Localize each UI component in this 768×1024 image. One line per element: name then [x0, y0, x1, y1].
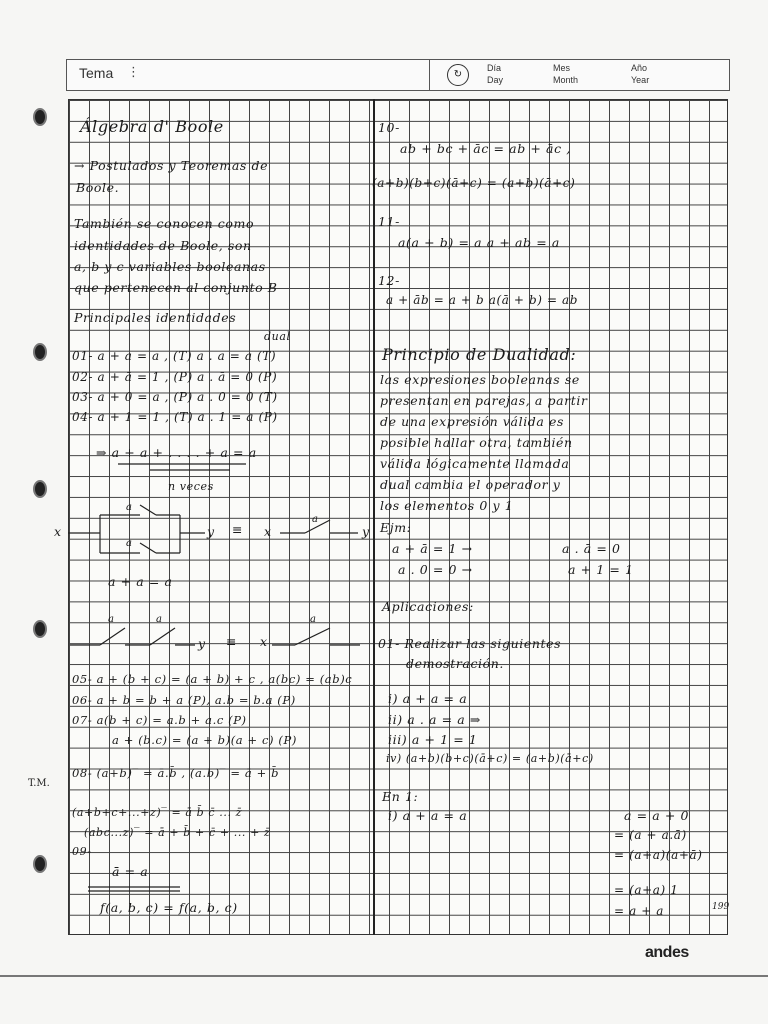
rule-12a: a + āb = a + b a(ā + b) = ab	[386, 293, 579, 307]
aplicacion-01b: demostración.	[406, 656, 504, 671]
idempotent-sum: ⇒ a + a + . . . . + a = a	[96, 445, 257, 460]
ejemplo-1b: a . ā = 0	[562, 541, 621, 556]
year-label-en: Year	[631, 75, 650, 85]
proof-step1: a = a + 0	[624, 808, 690, 823]
day-label-en: Day	[487, 75, 504, 85]
dualidad-line7: los elementos 0 y 1	[380, 498, 514, 513]
proof-step2: = (a + a.ā)	[614, 828, 687, 842]
circuit2-y: y	[198, 636, 206, 651]
circuit2-equiv: ≡	[226, 634, 238, 649]
circuit1-y2: y	[362, 524, 370, 539]
circuit2-a3: a	[310, 614, 317, 625]
margin-note: T.M.	[28, 778, 50, 789]
aplicacion-i: i) a + a = a	[388, 691, 468, 706]
dual-label: dual	[264, 330, 291, 343]
logo-icon: ↻	[447, 64, 469, 86]
rule-10a: ab + bc + āc = ab + āc ,	[400, 141, 571, 156]
circuit2-a2: a	[156, 614, 163, 625]
en1-label: En 1:	[382, 789, 419, 804]
en1-i: i) a + a = a	[388, 808, 468, 823]
circuit1-caption: a + a = a	[108, 574, 173, 589]
dualidad-line5: válida lógicamente llamada	[380, 456, 570, 471]
circuit1-x2: x	[264, 524, 272, 539]
aplicacion-ii: ii) a . a = a ⇒	[388, 712, 481, 727]
identity-09c: f(a, b, c) = f(a, b, c)	[100, 900, 238, 915]
identity-04: 04- a + 1 = 1 , (T) a . 1 = a (P)	[72, 410, 278, 424]
ejemplo-1a: a + ā = 1 →	[392, 541, 473, 556]
aplicacion-01: 01- Realizar las siguientes	[378, 636, 562, 651]
circuit1-x: x	[54, 524, 62, 539]
month-label-en: Month	[553, 75, 579, 85]
page-number: 199	[712, 902, 730, 912]
intro-line4: que pertenecen al conjunto B	[74, 280, 278, 295]
ejemplo-2b: a + 1 = 1	[568, 562, 634, 577]
principales-heading: Principales identidades	[74, 310, 237, 325]
intro-line1: También se conocen como	[74, 216, 255, 231]
rule-11a: a(a + b) = a a + ab = a	[398, 235, 560, 250]
identity-08b: (a+b+c+...+z)‾ = ā b̄ c̄ ... z̄	[72, 806, 243, 819]
month-label: Mes	[553, 63, 571, 73]
identity-08: 08- (a+b)‾ = ā.b̄ , (a.b)‾ = ā + b̄	[72, 766, 280, 780]
identity-01: 01- a + a = a , (T) a . a = a (T)	[72, 349, 277, 363]
identity-09b: ā̄ = a	[112, 864, 149, 879]
proof-step3: = (a+a)(a+ā)	[614, 848, 703, 862]
subtitle-line2: Boole.	[76, 180, 120, 195]
aplicacion-iii: iii) a + 1 = 1	[388, 732, 478, 747]
subtitle-line1: → Postulados y Teoremas de	[74, 158, 269, 173]
circuit2-x: x	[260, 634, 268, 649]
tema-label: Tema	[79, 65, 114, 81]
ejemplo-2a: a . 0 = 0 →	[398, 562, 473, 577]
circuit1-a-top: a	[126, 502, 133, 513]
identity-05: 05- a + (b + c) = (a + b) + c , a(bc) = (ab)c	[72, 672, 353, 686]
identity-07: 07- a(b + c) = a.b + a.c (P)	[72, 713, 247, 727]
rule-11: 11-	[378, 214, 400, 229]
dualidad-line1: las expresiones booleanas se	[380, 372, 580, 387]
circuit1-a-bottom: a	[126, 538, 133, 549]
dualidad-line4: posible hallar otra, también	[380, 435, 573, 450]
identity-02: 02- a + ā = 1 , (P) a . ā = 0 (P)	[72, 370, 278, 384]
identity-06: 06- a + b = b + a (P), a.b = b.a (P)	[72, 693, 296, 707]
identity-08c: (abc...z)‾ = ā + b̄ + c̄ + ... + z̄	[84, 826, 271, 839]
dualidad-line2: presentan en parejas, a partir	[380, 393, 588, 408]
dualidad-line6: dual cambia el operador y	[380, 477, 561, 492]
circuit1-y: y	[207, 524, 215, 539]
rule-10b: (a+b)(b+c)(ā+c) = (a+b)(ā+c)	[372, 176, 576, 190]
circuit2-a1: a	[108, 614, 115, 625]
page-bottom-edge	[0, 975, 768, 977]
rule-12: 12-	[378, 273, 400, 288]
brand-logo: andes	[645, 944, 689, 961]
identity-09: 09-	[72, 845, 92, 858]
dualidad-line3: de una expresión válida es	[380, 414, 565, 429]
dualidad-heading: Principio de Dualidad:	[382, 345, 577, 364]
aplicacion-iv: iv) (a+b)(b+c)(ā+c) = (a+b)(ā+c)	[386, 752, 594, 765]
day-label: Día	[487, 63, 502, 73]
circuit1-equiv: ≡	[232, 522, 244, 537]
page-title: Álgebra d' Boole	[80, 117, 224, 136]
proof-step5: = a + a	[614, 904, 665, 918]
proof-step4: = (a+a) 1	[614, 883, 679, 897]
tema-dots: ⋮	[127, 65, 140, 80]
ejemplo-label: Ejm:	[380, 520, 412, 535]
circuit1-a2: a	[312, 514, 319, 525]
aplicaciones-heading: Aplicaciones:	[382, 599, 474, 614]
intro-line2: identidades de Boole, son	[74, 238, 252, 253]
identity-07b: a + (b.c) = (a + b)(a + c) (P)	[112, 733, 297, 747]
intro-line3: a, b y c variables booleanas	[74, 259, 266, 274]
year-label: Año	[631, 63, 648, 73]
identity-03: 03- a + 0 = a , (P) a . 0 = 0 (T)	[72, 390, 278, 404]
n-veces-label: n veces	[168, 480, 214, 493]
rule-10: 10-	[378, 120, 400, 135]
